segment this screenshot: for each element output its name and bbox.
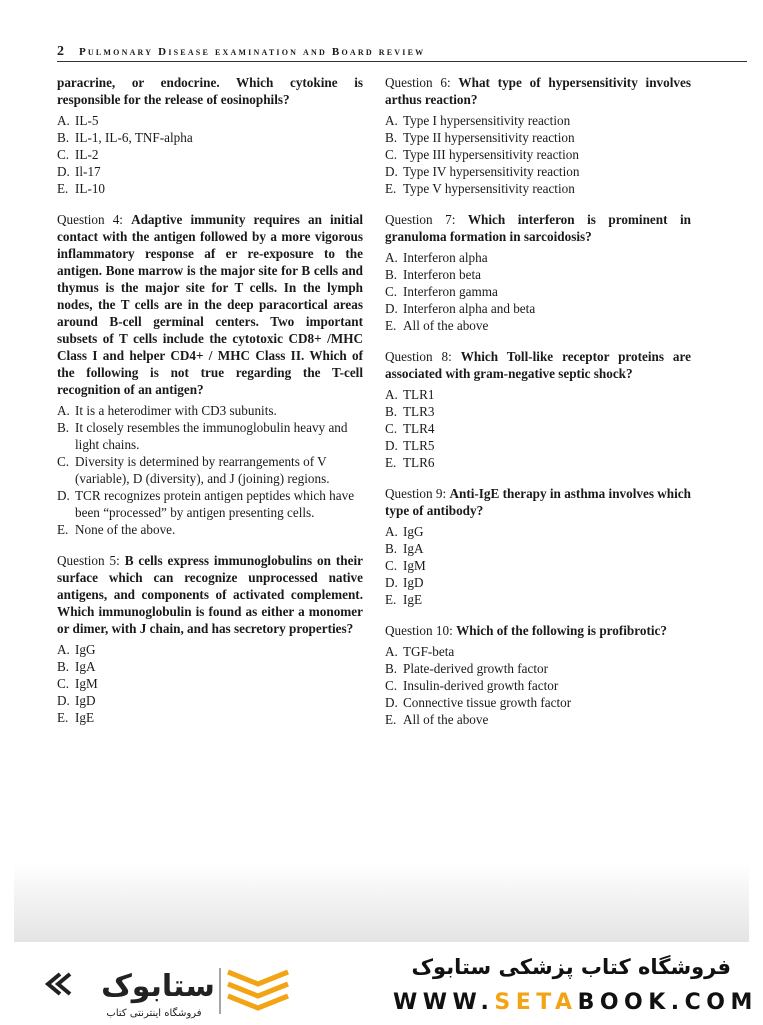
option: A. TGF-beta (385, 644, 455, 659)
option: A. IL-5 (57, 113, 99, 128)
option: A. Interferon alpha (385, 250, 488, 265)
question-8: Question 8: Which Toll-like receptor proteins are associated with gram-negative septic shock? (385, 349, 691, 381)
option: C. IgM (385, 558, 426, 573)
option: D. IgD (385, 575, 424, 590)
options-question-6 (385, 112, 691, 197)
logo-subtitle: فروشگاه اینترنتی کتاب (106, 1008, 202, 1019)
option: C. Interferon gamma (385, 284, 498, 299)
options-continuation (57, 112, 363, 197)
option: A. It is a heterodimer with CD3 subunits. (57, 403, 277, 418)
right-column (385, 74, 691, 742)
option: B. IL-1, IL-6, TNF-alpha (57, 130, 193, 145)
option: B. It closely resembles the immunoglobulin heavy and light chains. (57, 420, 348, 452)
option: D. Il-17 (57, 164, 101, 179)
option: C. Insulin-derived growth factor (385, 678, 559, 693)
option: D. TCR recognizes protein antigen peptides which have been “processed” by antigen presenting cells. (57, 488, 355, 520)
store-name-persian: فروشگاه کتاب پزشکی ستابوک (411, 955, 731, 979)
page-number: 2 (57, 44, 64, 59)
options-question-9 (385, 523, 691, 608)
option: C. TLR4 (385, 421, 435, 436)
options-question-5 (57, 641, 363, 726)
question-9: Question 9: Anti-IgE therapy in asthma involves which type of antibody? (385, 486, 691, 518)
question-10: Question 10: Which of the following is profibrotic? (385, 623, 667, 638)
question-continuation: paracrine, or endocrine. Which cytokine is responsible for the release of eosinophils? (57, 75, 363, 107)
option: C. Diversity is determined by rearrangements of V (variable), D (diversity), and J (joining) regions. (57, 454, 330, 486)
page-header (57, 44, 747, 60)
option: A. Type I hypersensitivity reaction (385, 113, 571, 128)
header-rule (57, 61, 747, 62)
question-5: Question 5: B cells express immunoglobulins on their surface which can recognize unprocessed native antigens, and components of activated complement. Which immunoglobulin is found as either a monomer or dimer, with J chain, and has secretory properties? (57, 553, 363, 636)
logo-wordmark: ستابوک (101, 969, 215, 1004)
option: E. Type V hypersensitivity reaction (385, 181, 575, 196)
options-question-4 (57, 402, 363, 538)
option: A. IgG (385, 524, 424, 539)
left-column (57, 74, 363, 740)
options-question-8 (385, 386, 691, 471)
option: C. IL-2 (57, 147, 99, 162)
option: E. TLR6 (385, 455, 435, 470)
option: E. IgE (385, 592, 423, 607)
option: B. IgA (385, 541, 424, 556)
option: B. IgA (57, 659, 96, 674)
setabook-logo-icon (42, 960, 302, 1020)
option: E. IL-10 (57, 181, 106, 196)
option: B. TLR3 (385, 404, 435, 419)
option: D. TLR5 (385, 438, 435, 453)
option: B. Plate-derived growth factor (385, 661, 549, 676)
setabook-logo[interactable] (42, 960, 302, 1020)
question-4: Question 4: Adaptive immunity requires an initial contact with the antigen followed by a more vigorous inflammatory response af er re-exposure to the antigen. Bone marrow is the major site for B cells and thymus is the major site for T cells. In the lymph nodes, the T cells are in the deep paracortical areas around B-cell germinal centers. Two important subsets of T cells include the cytotoxic CD8+ /MHC Class I and helper CD4+ / MHC Class II. Which of the following is not true regarding the T-cell recognition of an antigen? (57, 212, 363, 397)
options-question-10 (385, 643, 691, 728)
option: C. Type III hypersensitivity reaction (385, 147, 579, 162)
running-title: Pulmonary Disease examination and Board review (79, 46, 426, 58)
option: A. TLR1 (385, 387, 435, 402)
options-question-7 (385, 249, 691, 334)
option: B. Interferon beta (385, 267, 481, 282)
footer-shadow-band (14, 862, 749, 942)
question-6: Question 6: What type of hypersensitivity involves arthus reaction? (385, 75, 691, 107)
option: E. All of the above (385, 318, 489, 333)
option: E. IgE (57, 710, 95, 725)
option: D. Interferon alpha and beta (385, 301, 536, 316)
question-7: Question 7: Which interferon is prominent in granuloma formation in sarcoidosis? (385, 212, 691, 244)
option: D. Connective tissue growth factor (385, 695, 572, 710)
option: B. Type II hypersensitivity reaction (385, 130, 575, 145)
option: D. IgD (57, 693, 96, 708)
option: A. IgG (57, 642, 96, 657)
website-url[interactable]: WWW.SETABOOK.COM (393, 990, 758, 1015)
option: E. All of the above (385, 712, 489, 727)
option: C. IgM (57, 676, 98, 691)
option: D. Type IV hypersensitivity reaction (385, 164, 580, 179)
option: E. None of the above. (57, 522, 176, 537)
